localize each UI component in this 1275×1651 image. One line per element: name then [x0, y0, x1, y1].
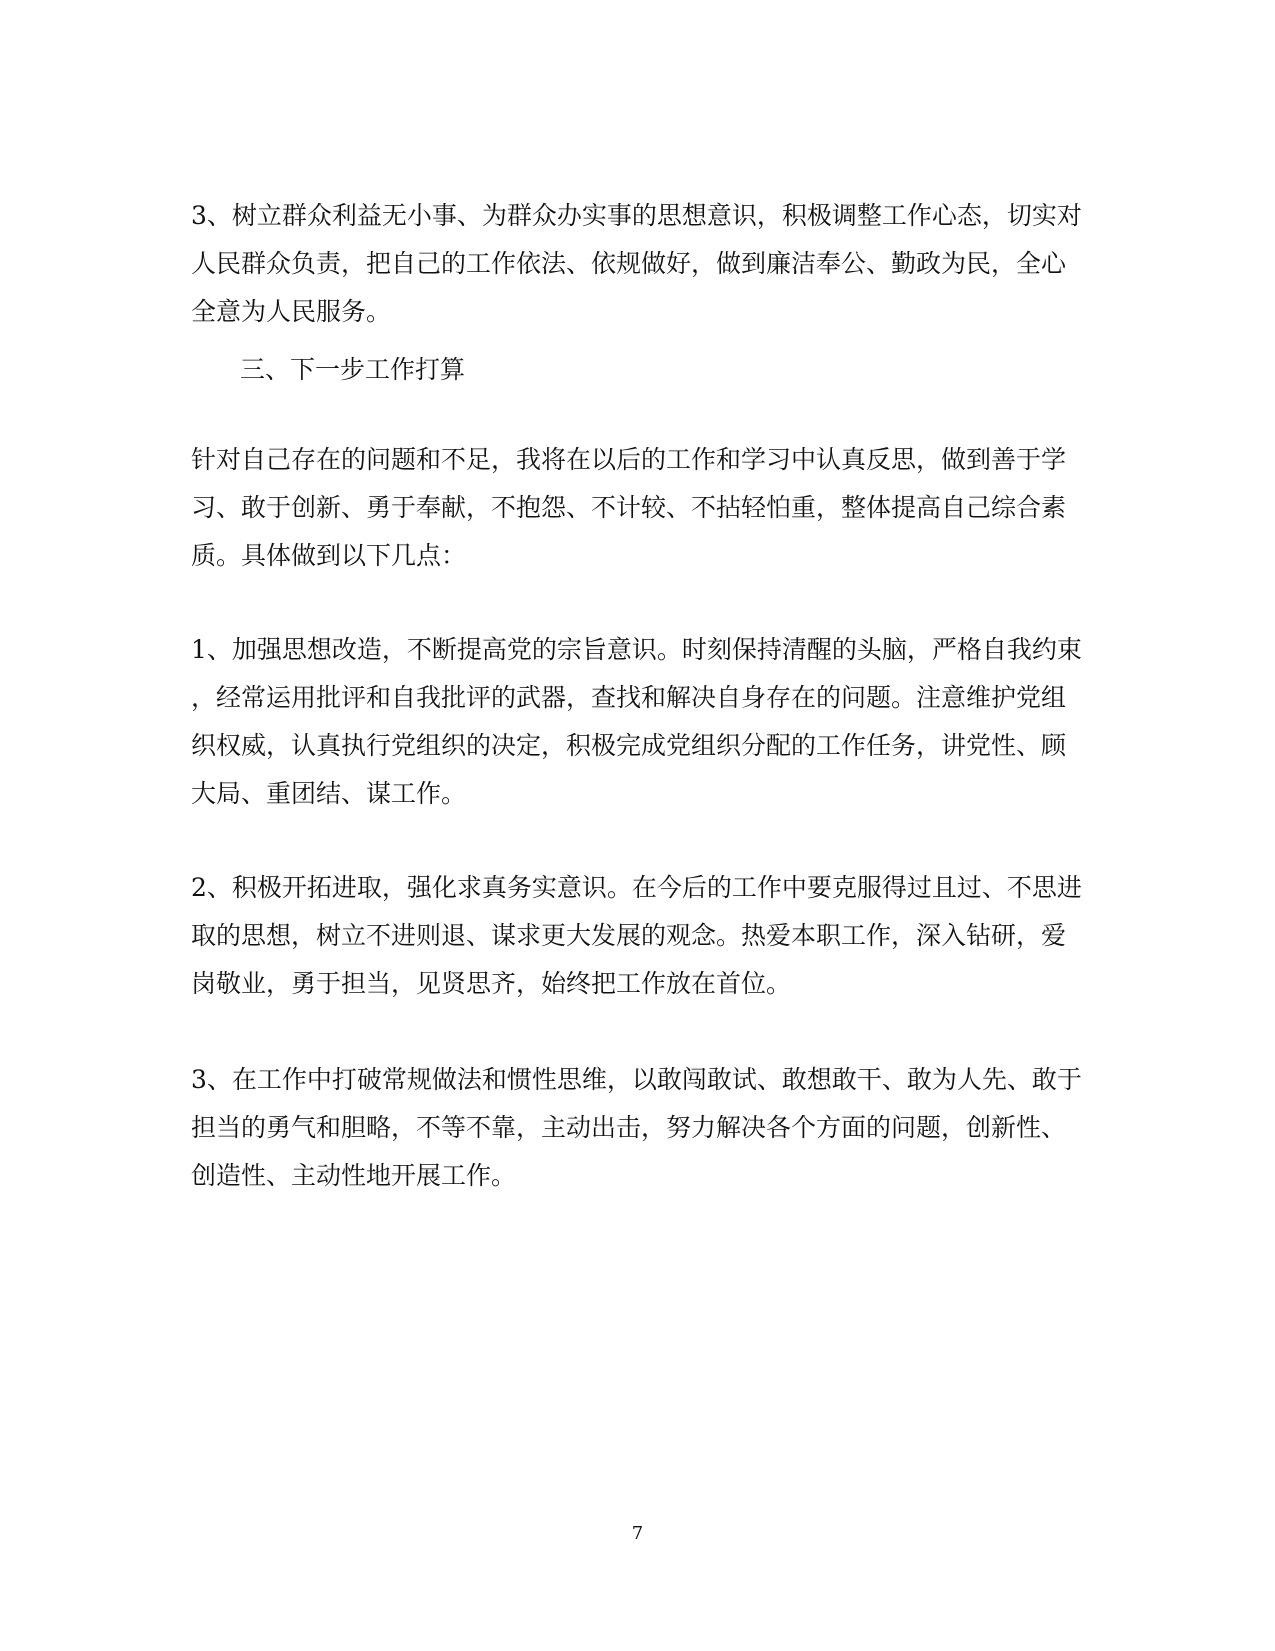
text-line: 3、树立群众利益无小事、为群众办实事的思想意识，积极调整工作心态，切实对 — [191, 201, 1082, 230]
paragraph-item-1 — [191, 626, 1091, 818]
text-line: 岗敬业，勇于担当，见贤思齐，始终把工作放在首位。 — [191, 969, 792, 998]
paragraph-intro — [191, 436, 1091, 580]
text-line: 织权威，认真执行党组织的决定，积极完成党组织分配的工作任务，讲党性、顾 — [191, 731, 1067, 760]
text-line: 取的思想，树立不进则退、谋求更大发展的观念。热爱本职工作，深入钻研，爱 — [191, 921, 1067, 950]
page-number: 7 — [631, 1523, 644, 1544]
paragraph-item-3-first — [191, 192, 1091, 336]
text-line: 1、加强思想改造，不断提高党的宗旨意识。时刻保持清醒的头脑，严格自我约束 — [191, 635, 1082, 664]
text-line: 创造性、主动性地开展工作。 — [191, 1161, 517, 1190]
text-line: ，经常运用批评和自我批评的武器，查找和解决自身存在的问题。注意维护党组 — [191, 683, 1067, 712]
text-line: 全意为人民服务。 — [191, 297, 392, 326]
section-heading: 三、下一步工作打算 — [240, 355, 466, 384]
paragraph-item-3-second — [191, 1056, 1091, 1200]
text-line: 针对自己存在的问题和不足，我将在以后的工作和学习中认真反思，做到善于学 — [191, 445, 1067, 474]
paragraph-item-2 — [191, 864, 1091, 1008]
text-line: 习、敢于创新、勇于奉献，不抱怨、不计较、不拈轻怕重，整体提高自己综合素 — [191, 493, 1067, 522]
text-line: 大局、重团结、谋工作。 — [191, 779, 467, 808]
text-line: 担当的勇气和胆略，不等不靠，主动出击，努力解决各个方面的问题，创新性、 — [191, 1113, 1067, 1142]
text-line: 质。具体做到以下几点： — [191, 541, 467, 570]
text-line: 人民群众负责，把自己的工作依法、依规做好，做到廉洁奉公、勤政为民，全心 — [191, 249, 1067, 278]
text-line: 2、积极开拓进取，强化求真务实意识。在今后的工作中要克服得过且过、不思进 — [191, 873, 1082, 902]
text-line: 3、在工作中打破常规做法和惯性思维，以敢闯敢试、敢想敢干、敢为人先、敢于 — [191, 1065, 1082, 1094]
